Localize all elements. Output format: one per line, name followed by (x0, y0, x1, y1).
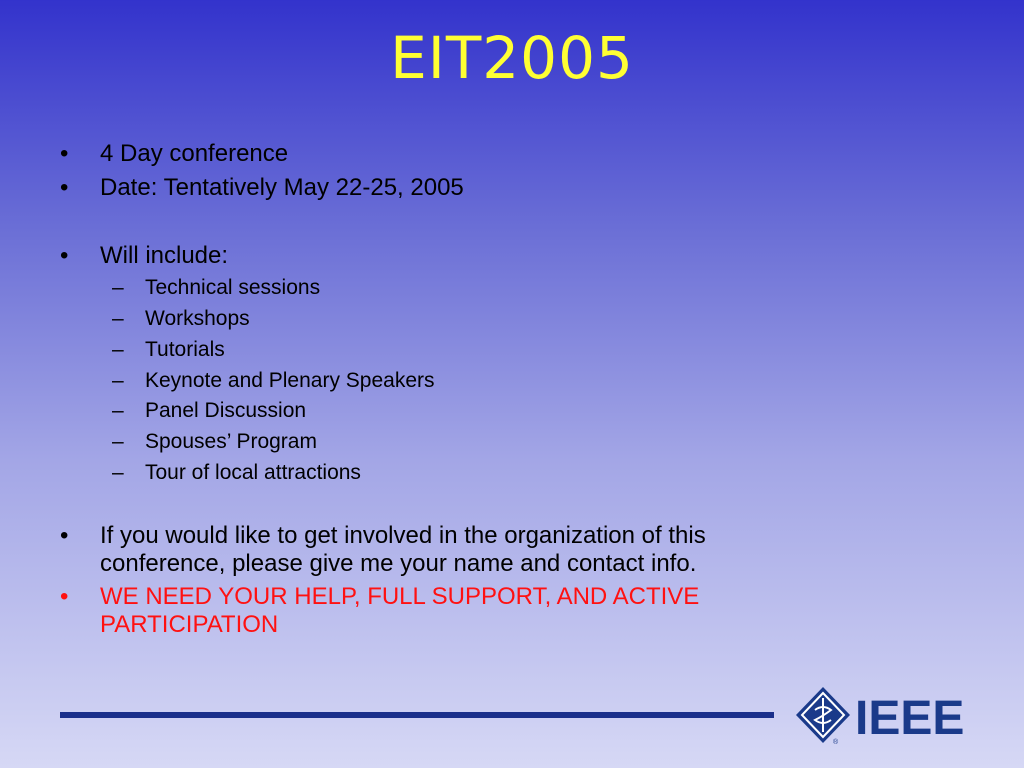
bullet-item (60, 174, 820, 202)
bullet-marker: • (60, 583, 69, 610)
sub-item-text: Panel Discussion (145, 399, 307, 422)
bullet-text: 4 Day conference (100, 140, 289, 167)
sub-item-text: Tour of local attractions (145, 461, 361, 484)
ieee-logo-text: IEEE (855, 692, 965, 745)
sub-item-text: Tutorials (145, 338, 225, 361)
bullet-item-highlight (60, 583, 820, 639)
dash-marker: – (112, 399, 124, 422)
bullet-text: If you would like to get involved in the organization of this conference, please give me your name and contact info. (100, 522, 706, 577)
bullet-marker: • (60, 242, 69, 269)
sub-list-item (112, 460, 361, 486)
bullet-text: Will include: (100, 242, 229, 269)
registered-mark: ® (833, 739, 839, 746)
sub-item-text: Technical sessions (145, 276, 321, 299)
slide-title: EIT2005 (390, 24, 634, 92)
sub-list-item (112, 306, 250, 332)
sub-item-text: Workshops (145, 307, 250, 330)
ieee-logo (795, 684, 987, 746)
sub-list-item (112, 398, 306, 424)
bullet-text: Date: Tentatively May 22-25, 2005 (100, 174, 464, 201)
dash-marker: – (112, 461, 124, 484)
dash-marker: – (112, 307, 124, 330)
footer-divider (60, 712, 774, 718)
sub-item-text: Spouses’ Program (145, 430, 317, 453)
dash-marker: – (112, 276, 124, 299)
bullet-item (60, 140, 820, 168)
dash-marker: – (112, 369, 124, 392)
bullet-marker: • (60, 174, 69, 201)
ieee-diamond-icon (796, 687, 850, 743)
bullet-item (60, 242, 820, 270)
dash-marker: – (112, 430, 124, 453)
bullet-marker: • (60, 140, 69, 167)
sub-list-item (112, 275, 320, 301)
sub-item-text: Keynote and Plenary Speakers (145, 369, 435, 392)
dash-marker: – (112, 338, 124, 361)
sub-list-item (112, 368, 435, 394)
bullet-text: WE NEED YOUR HELP, FULL SUPPORT, AND ACTIVE PARTICIPATION (100, 583, 700, 638)
bullet-item (60, 522, 820, 578)
bullet-marker: • (60, 522, 69, 549)
sub-list-item (112, 337, 225, 363)
sub-list-item (112, 429, 317, 455)
